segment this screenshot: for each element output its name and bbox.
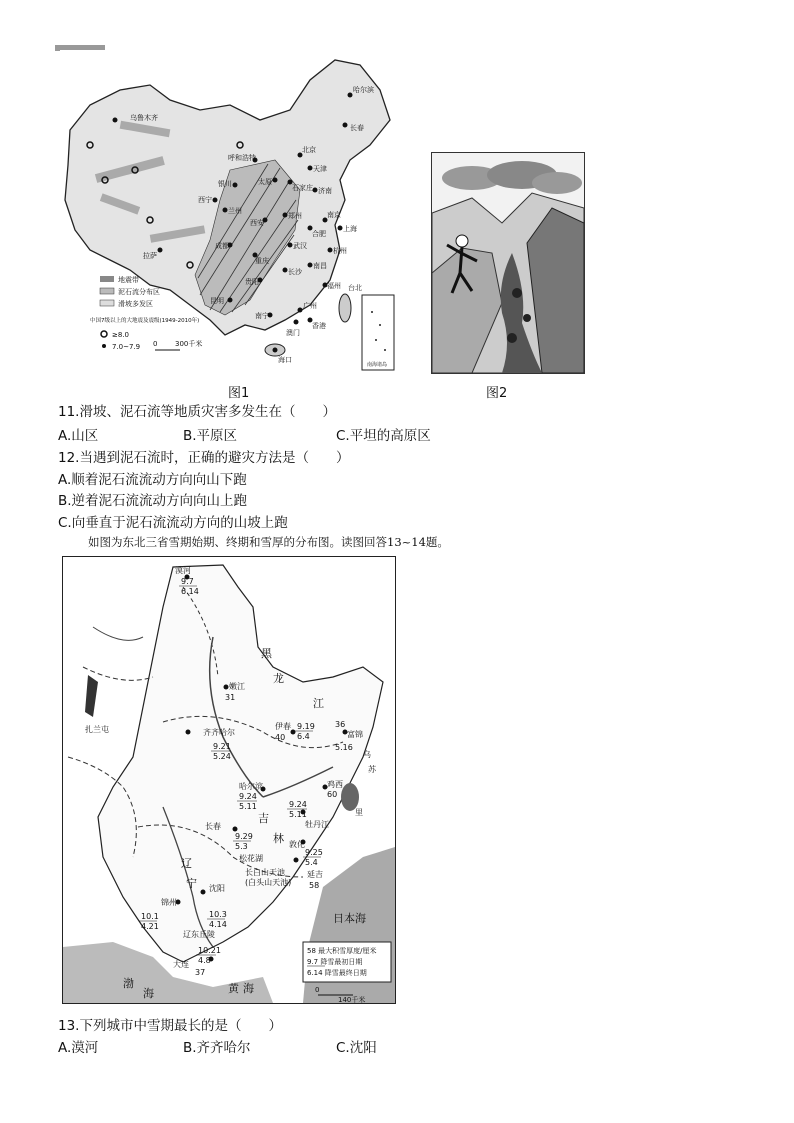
city-label: 广州 (303, 302, 317, 310)
svg-text:4.8: 4.8 (198, 956, 211, 965)
q11-option-a[interactable]: A.山区 (58, 428, 99, 444)
city-label: 西宁 (198, 196, 212, 204)
city-label: 拉萨 (143, 252, 157, 260)
label-hei: 黑 (261, 647, 272, 660)
svg-text:10.3: 10.3 (209, 910, 227, 919)
city-label: 合肥 (312, 230, 326, 238)
q11-option-b[interactable]: B.平原区 (183, 428, 238, 444)
label-tianchi-alt: (白头山天池) (245, 878, 292, 887)
city-label: 南宁 (255, 312, 269, 320)
figure1-map (60, 50, 396, 374)
svg-text:6.4: 6.4 (297, 732, 310, 741)
city-label: 西安 (250, 219, 264, 227)
svg-text:300千米: 300千米 (175, 340, 203, 348)
city-label: 福州 (327, 282, 341, 290)
svg-text:0: 0 (315, 986, 320, 994)
label-wusu: 乌 (363, 750, 371, 759)
svg-text:≥8.0: ≥8.0 (112, 331, 129, 339)
city-label: 昆明 (210, 297, 224, 305)
svg-text:泥石流分布区: 泥石流分布区 (118, 288, 160, 296)
figure1-caption: 图1 (228, 386, 250, 401)
svg-text:36: 36 (335, 720, 346, 729)
svg-text:37: 37 (195, 968, 206, 977)
svg-text:9.29: 9.29 (235, 832, 253, 841)
q12-option-b[interactable]: B.逆着泥石流流动方向向山上跑 (58, 493, 248, 509)
city-label: 南京 (327, 211, 341, 219)
label-japan-sea: 日本海 (333, 912, 366, 925)
city-nenjiang: 嫩江 (229, 682, 245, 691)
q13-option-b[interactable]: B.齐齐哈尔 (183, 1040, 251, 1056)
svg-text:滑坡多发区: 滑坡多发区 (118, 300, 153, 308)
figure3-northeast-map (62, 556, 396, 1004)
city-label: 海口 (278, 356, 292, 364)
q13-option-c[interactable]: C.沈阳 (336, 1040, 377, 1056)
intro-text: 如图为东北三省雪期始期、终期和雪厚的分布图。读图回答13~14题。 (88, 535, 449, 549)
svg-text:10.21: 10.21 (198, 946, 221, 955)
svg-text:58 最大积雪厚度/厘米: 58 最大积雪厚度/厘米 (307, 947, 377, 955)
svg-text:10.1: 10.1 (141, 912, 159, 921)
q12-option-c[interactable]: C.向垂直于泥石流流动方向的山坡上跑 (58, 515, 288, 531)
city-dalian: 大连 (173, 960, 189, 969)
city-label: 长春 (350, 124, 364, 132)
city-label: 呼和浩特 (228, 154, 256, 162)
label-huanghai-2: 海 (243, 982, 254, 995)
city-label: 银川 (218, 180, 232, 188)
svg-text:9.24: 9.24 (239, 792, 257, 801)
svg-text:9.25: 9.25 (305, 848, 323, 857)
label-tianchi: 长白山天池 (245, 868, 285, 877)
northeast-map-svg (63, 557, 395, 1003)
city-label: 乌鲁木齐 (130, 114, 158, 122)
city-label: 贵阳 (245, 278, 259, 286)
label-ji: 吉 (258, 812, 269, 825)
svg-text:5.16: 5.16 (335, 743, 353, 752)
svg-text:9.21: 9.21 (213, 742, 231, 751)
label-jiang: 江 (313, 697, 324, 710)
city-harbin: 哈尔滨 (239, 782, 263, 791)
svg-text:6.14 降雪最终日期: 6.14 降雪最终日期 (307, 969, 367, 977)
city-jinzhou: 锦州 (161, 898, 177, 907)
q11-option-c[interactable]: C.平坦的高原区 (336, 428, 431, 444)
city-label: 郑州 (288, 212, 302, 220)
label-bohai-1: 渤 (123, 977, 134, 990)
question-12-stem: 12.当遇到泥石流时，正确的避灾方法是（ ） (58, 450, 350, 466)
svg-text:6.14: 6.14 (181, 587, 199, 596)
city-yanji: 延吉 (307, 870, 323, 879)
label-su: 苏 (368, 765, 376, 774)
city-label: 石家庄 (292, 184, 313, 192)
city-fujin: 富锦 (347, 730, 363, 739)
city-label: 成都 (215, 242, 229, 250)
svg-text:4.21: 4.21 (141, 922, 159, 931)
city-qiqihar: 齐齐哈尔 (203, 728, 235, 737)
figure2-illustration (431, 152, 585, 374)
q12-option-a[interactable]: A.顺着泥石流流动方向向山下跑 (58, 472, 247, 488)
svg-text:140千米: 140千米 (338, 996, 366, 1003)
city-label: 兰州 (228, 207, 242, 215)
svg-text:58: 58 (309, 881, 320, 890)
city-jixi: 鸡西 (327, 780, 343, 789)
label-long: 龙 (273, 672, 284, 685)
city-label: 台北 (348, 284, 362, 292)
city-label: 太原 (258, 178, 272, 186)
q13-option-a[interactable]: A.漠河 (58, 1040, 99, 1056)
city-changchun: 长春 (205, 822, 221, 831)
city-label: 天津 (313, 165, 327, 173)
svg-text:4.14: 4.14 (209, 920, 227, 929)
svg-text:中国7级以上的大地震及震级(1949-2010年): 中国7级以上的大地震及震级(1949-2010年) (90, 318, 200, 324)
label-liaodong-hills: 辽东丘陵 (183, 930, 215, 939)
label-ning: 宁 (186, 877, 197, 890)
label-huanghai-1: 黄 (228, 982, 239, 995)
city-label: 上海 (343, 225, 357, 233)
label-liao: 辽 (181, 857, 192, 870)
city-shenyang: 沈阳 (209, 884, 225, 893)
svg-text:5.11: 5.11 (239, 802, 257, 811)
city-label: 南昌 (313, 262, 327, 270)
label-songhua-lake: 松花湖 (239, 854, 263, 863)
city-label: 武汉 (293, 242, 307, 250)
question-13-stem: 13.下列城市中雪期最长的是（ ） (58, 1018, 282, 1034)
svg-text:9.7 降雪最初日期: 9.7 降雪最初日期 (307, 958, 363, 966)
figure2-caption: 图2 (486, 386, 508, 401)
svg-text:60: 60 (327, 790, 338, 799)
city-dunhua: 敦化 (289, 840, 305, 849)
mudslide-illustration (432, 153, 584, 373)
label-bohai-2: 海 (143, 987, 154, 1000)
question-11-stem: 11.滑坡、泥石流等地质灾害多发生在（ ） (58, 404, 336, 420)
city-label: 重庆 (255, 257, 269, 265)
inset-label: 南海诸岛 (367, 362, 388, 368)
svg-text:地震带: 地震带 (118, 276, 139, 284)
svg-text:9.24: 9.24 (289, 800, 307, 809)
city-label: 哈尔滨 (353, 86, 374, 94)
svg-text:5.3: 5.3 (235, 842, 248, 851)
city-label: 澳门 (286, 329, 300, 337)
svg-text:5.4: 5.4 (305, 858, 318, 867)
city-label: 香港 (312, 322, 326, 330)
city-mudanjiang: 牡丹江 (305, 820, 329, 829)
city-mohe: 漠河 (175, 566, 191, 575)
label-zhalantun: 扎兰屯 (85, 725, 109, 734)
city-label: 杭州 (333, 247, 347, 255)
label-li: 里 (355, 808, 363, 817)
svg-text:0: 0 (153, 340, 158, 348)
city-label: 长沙 (288, 268, 302, 276)
city-label: 北京 (302, 146, 316, 154)
label-lin: 林 (273, 832, 284, 845)
svg-text:31: 31 (225, 693, 236, 702)
svg-text:7.0~7.9: 7.0~7.9 (112, 343, 141, 351)
city-yichun: 伊春 (275, 722, 291, 731)
svg-text:9.19: 9.19 (297, 722, 315, 731)
svg-text:5.11: 5.11 (289, 810, 307, 819)
svg-text:5.24: 5.24 (213, 752, 231, 761)
china-map-svg (60, 50, 396, 374)
city-label: 济南 (318, 187, 332, 195)
svg-text:40: 40 (275, 733, 286, 742)
svg-text:9.7: 9.7 (181, 577, 194, 586)
